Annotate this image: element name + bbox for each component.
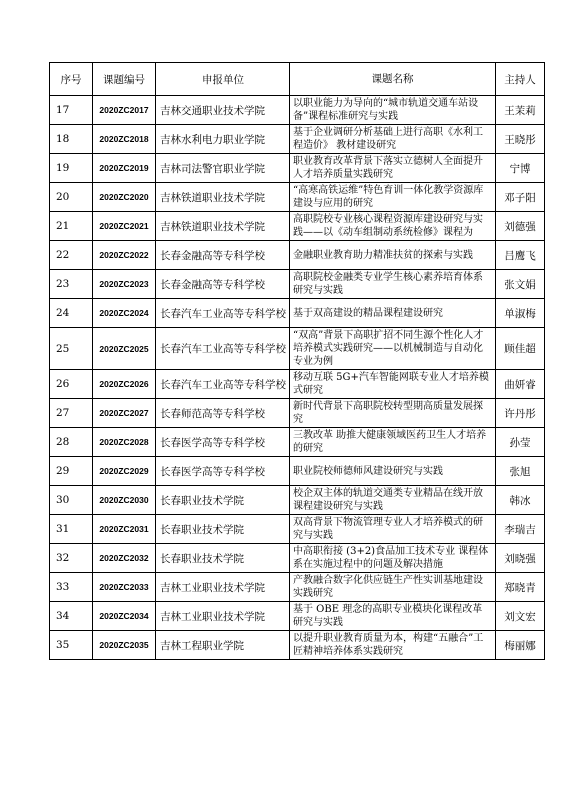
cell-project-title: 高职院校金融类专业学生核心素养培育体系研究与实践	[290, 270, 496, 299]
cell-host: 许丹彤	[496, 399, 545, 428]
table-row	[50, 328, 545, 370]
cell-applicant-unit: 吉林水利电力职业学院	[156, 125, 290, 154]
header-host: 主持人	[496, 63, 545, 96]
cell-host: 刘德强	[496, 212, 545, 241]
header-applicant-unit: 申报单位	[156, 63, 290, 96]
cell-host: 刘文宏	[496, 602, 545, 631]
cell-serial-number: 27	[50, 399, 93, 428]
table-row	[50, 457, 545, 486]
cell-serial-number: 30	[50, 486, 93, 515]
cell-host: 王茉莉	[496, 96, 545, 125]
cell-serial-number: 32	[50, 544, 93, 573]
cell-project-title: 基于企业调研分析基础上进行高职《水利工程造价》 教材建设研究	[290, 125, 496, 154]
cell-project-code: 2020ZC2027	[93, 399, 156, 428]
cell-project-code: 2020ZC2024	[93, 299, 156, 328]
table-row	[50, 270, 545, 299]
cell-host: 韩冰	[496, 486, 545, 515]
table-row	[50, 544, 545, 573]
cell-host: 顾佳超	[496, 328, 545, 370]
cell-applicant-unit: 长春职业技术学院	[156, 515, 290, 544]
cell-host: 张旭	[496, 457, 545, 486]
cell-project-title: “高寒高铁运维”特色育训一体化教学资源库建设与应用的研究	[290, 183, 496, 212]
cell-project-title: 双高背景下物流管理专业人才培养模式的研究与实践	[290, 515, 496, 544]
cell-host: 邓子阳	[496, 183, 545, 212]
table-row	[50, 399, 545, 428]
cell-applicant-unit: 吉林工业职业技术学院	[156, 573, 290, 602]
cell-project-title: 新时代背景下高职院校转型期高质量发展探究	[290, 399, 496, 428]
cell-applicant-unit: 长春汽车工业高等专科学校	[156, 299, 290, 328]
cell-applicant-unit: 吉林工业职业技术学院	[156, 602, 290, 631]
cell-serial-number: 26	[50, 370, 93, 399]
table-row	[50, 299, 545, 328]
cell-project-code: 2020ZC2029	[93, 457, 156, 486]
cell-project-title: 产教融合数字化供应链生产性实训基地建设实践研究	[290, 573, 496, 602]
cell-applicant-unit: 长春师范高等专科学校	[156, 399, 290, 428]
cell-project-code: 2020ZC2022	[93, 241, 156, 270]
cell-serial-number: 35	[50, 631, 93, 660]
cell-applicant-unit: 长春汽车工业高等专科学校	[156, 370, 290, 399]
table-row	[50, 125, 545, 154]
table-row	[50, 631, 545, 660]
cell-project-title: 校企双主体的轨道交通类专业精品在线开放课程建设研究与实践	[290, 486, 496, 515]
cell-host: 宁博	[496, 154, 545, 183]
cell-applicant-unit: 吉林司法警官职业学院	[156, 154, 290, 183]
cell-host: 李瑞吉	[496, 515, 545, 544]
table-row	[50, 428, 545, 457]
cell-project-title: 以职业能力为导向的“城市轨道交通车站设备”课程标准研究与实践	[290, 96, 496, 125]
cell-host: 吕鹰飞	[496, 241, 545, 270]
cell-project-code: 2020ZC2025	[93, 328, 156, 370]
cell-serial-number: 20	[50, 183, 93, 212]
cell-applicant-unit: 长春金融高等专科学校	[156, 241, 290, 270]
cell-project-code: 2020ZC2021	[93, 212, 156, 241]
table-row	[50, 515, 545, 544]
cell-host: 郑晓青	[496, 573, 545, 602]
cell-applicant-unit: 吉林铁道职业技术学院	[156, 212, 290, 241]
cell-project-code: 2020ZC2034	[93, 602, 156, 631]
table-row	[50, 183, 545, 212]
project-table	[49, 62, 545, 660]
cell-serial-number: 29	[50, 457, 93, 486]
cell-project-title: 职业院校师德师风建设研究与实践	[290, 457, 496, 486]
cell-project-title: 中高职衔接 (3+2)食品加工技术专业 课程体系在实施过程中的问题及解决措施	[290, 544, 496, 573]
cell-serial-number: 33	[50, 573, 93, 602]
cell-project-title: 基于双高建设的精品课程建设研究	[290, 299, 496, 328]
cell-host: 孙莹	[496, 428, 545, 457]
cell-serial-number: 19	[50, 154, 93, 183]
cell-project-title: “双高”背景下高职扩招不同生源个性化人才培养模式实践研究——以机械制造与自动化专业为例	[290, 328, 496, 370]
table-row	[50, 96, 545, 125]
cell-host: 刘晓强	[496, 544, 545, 573]
cell-host: 梅丽娜	[496, 631, 545, 660]
cell-project-code: 2020ZC2026	[93, 370, 156, 399]
cell-serial-number: 18	[50, 125, 93, 154]
cell-host: 曲妍睿	[496, 370, 545, 399]
cell-project-code: 2020ZC2023	[93, 270, 156, 299]
cell-project-code: 2020ZC2032	[93, 544, 156, 573]
table-row	[50, 212, 545, 241]
cell-applicant-unit: 吉林交通职业技术学院	[156, 96, 290, 125]
cell-applicant-unit: 长春金融高等专科学校	[156, 270, 290, 299]
cell-serial-number: 24	[50, 299, 93, 328]
cell-serial-number: 31	[50, 515, 93, 544]
cell-applicant-unit: 长春医学高等专科学校	[156, 428, 290, 457]
cell-serial-number: 21	[50, 212, 93, 241]
cell-project-code: 2020ZC2030	[93, 486, 156, 515]
cell-serial-number: 23	[50, 270, 93, 299]
cell-applicant-unit: 长春职业技术学院	[156, 486, 290, 515]
cell-project-title: 职业教育改革背景下落实立德树人全面提升人才培养质量实践研究	[290, 154, 496, 183]
table-header-row	[50, 63, 545, 96]
cell-serial-number: 17	[50, 96, 93, 125]
cell-applicant-unit: 吉林铁道职业技术学院	[156, 183, 290, 212]
cell-project-title: 高职院校专业核心课程资源库建设研究与实践——以《动车组制动系统检修》课程为	[290, 212, 496, 241]
cell-host: 王晓彤	[496, 125, 545, 154]
cell-project-title: 以提升职业教育质量为本，构建“五融合”工匠精神培养体系实践研究	[290, 631, 496, 660]
cell-applicant-unit: 长春职业技术学院	[156, 544, 290, 573]
table-row	[50, 602, 545, 631]
cell-serial-number: 25	[50, 328, 93, 370]
header-project-code: 课题编号	[93, 63, 156, 96]
cell-project-code: 2020ZC2035	[93, 631, 156, 660]
cell-host: 单淑梅	[496, 299, 545, 328]
cell-project-title: 三教改革 助推大健康领域医药卫生人才培养的研究	[290, 428, 496, 457]
cell-serial-number: 34	[50, 602, 93, 631]
cell-project-code: 2020ZC2033	[93, 573, 156, 602]
table-row	[50, 241, 545, 270]
cell-applicant-unit: 吉林工程职业学院	[156, 631, 290, 660]
cell-applicant-unit: 长春汽车工业高等专科学校	[156, 328, 290, 370]
cell-project-title: 金融职业教育助力精准扶贫的探索与实践	[290, 241, 496, 270]
header-serial-number: 序号	[50, 63, 93, 96]
header-project-title: 课题名称	[290, 63, 496, 96]
cell-serial-number: 28	[50, 428, 93, 457]
table-row	[50, 486, 545, 515]
cell-project-code: 2020ZC2031	[93, 515, 156, 544]
table-row	[50, 154, 545, 183]
cell-project-code: 2020ZC2019	[93, 154, 156, 183]
cell-applicant-unit: 长春医学高等专科学校	[156, 457, 290, 486]
table-row	[50, 370, 545, 399]
cell-project-code: 2020ZC2018	[93, 125, 156, 154]
cell-project-title: 移动互联 5G+汽车智能网联专业人才培养模式研究	[290, 370, 496, 399]
cell-host: 张文娟	[496, 270, 545, 299]
cell-project-code: 2020ZC2020	[93, 183, 156, 212]
cell-project-title: 基于 OBE 理念的高职专业模块化课程改革研究与实践	[290, 602, 496, 631]
cell-project-code: 2020ZC2028	[93, 428, 156, 457]
table-row	[50, 573, 545, 602]
cell-project-code: 2020ZC2017	[93, 96, 156, 125]
cell-serial-number: 22	[50, 241, 93, 270]
